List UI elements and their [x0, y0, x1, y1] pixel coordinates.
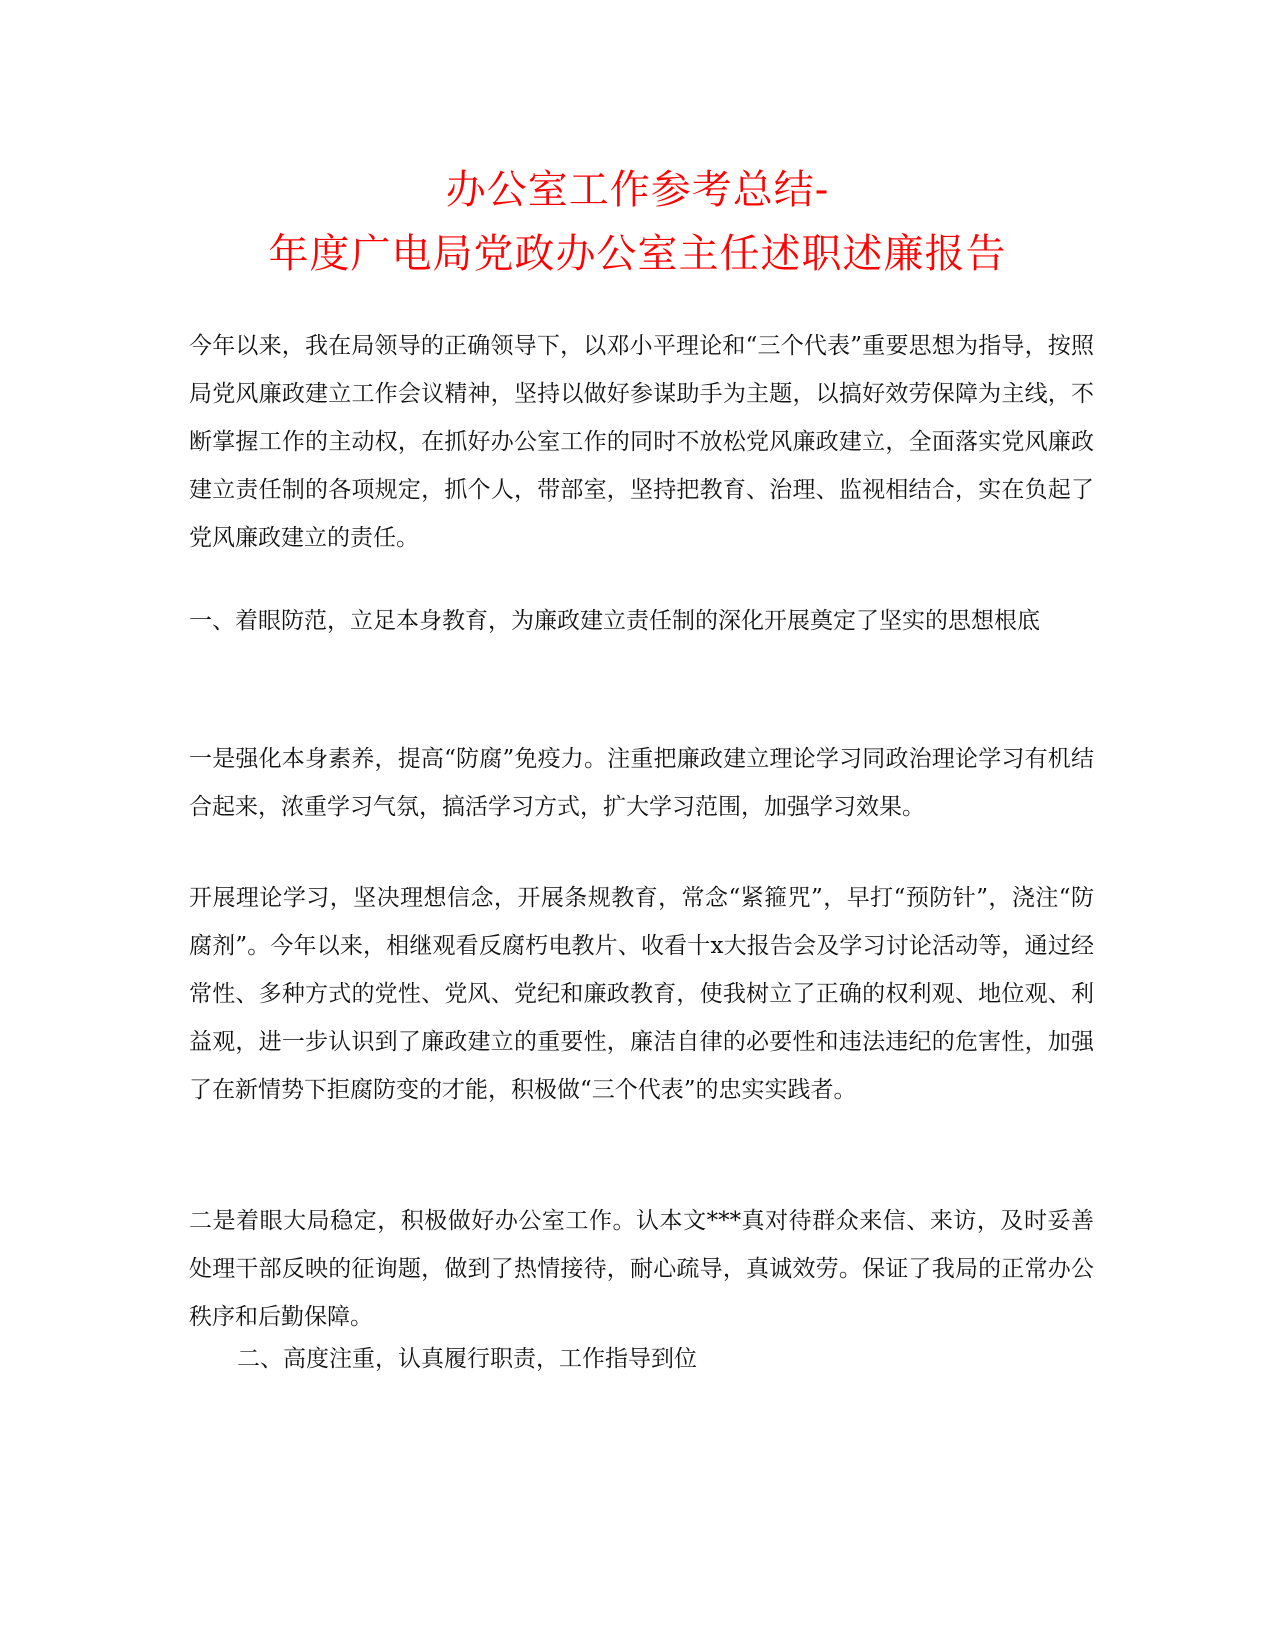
paragraph-text: 一是强化本身素养，提高“防腐”免疫力。注重把廉政建立理论学习同政治理论学习有机结合起来，浓重学习气氛，搞活学习方式，扩大学习范围，加强学习效果。 [189, 746, 1094, 820]
paragraph-self-quality [189, 735, 1094, 831]
document-title-line-1: 办公室工作参考总结- [445, 167, 830, 213]
paragraph-text: 二是着眼大局稳定，积极做好办公室工作。认本文***真对待群众来信、来访，及时妥善处理干部反映的征询题，做到了热情接待，耐心疏导，真诚效劳。保证了我局的正常办公秩序和后勤保障。 [189, 1208, 1094, 1330]
paragraph-text: 一、着眼防范，立足本身教育，为廉政建立责任制的深化开展奠定了坚实的思想根底 [189, 608, 1040, 634]
paragraph-intro [189, 322, 1094, 562]
paragraph-text: 二、高度注重，认真履行职责，工作指导到位 [237, 1346, 697, 1372]
paragraph-theory-study [189, 874, 1094, 1114]
document-title-line-2: 年度广电局党政办公室主任述职述廉报告 [268, 231, 1007, 277]
section-heading-2 [189, 1335, 1094, 1383]
paragraph-text: 今年以来，我在局领导的正确领导下，以邓小平理论和“三个代表”重要思想为指导，按照局党风廉政建立工作会议精神，坚持以做好参谋助手为主题，以搞好效劳保障为主线，不断掌握工作的主动权，在抓好办公室工作的同时不放松党风廉政建立，全面落实党风廉政建立责任制的各项规定，抓个人，带部室，坚持把教育、治理、监视相结合，实在负起了党风廉政建立的责任。 [189, 333, 1094, 551]
section-heading-1 [189, 597, 1094, 645]
paragraph-office-work [189, 1197, 1094, 1341]
paragraph-text: 开展理论学习，坚决理想信念，开展条规教育，常念“紧箍咒”，早打“预防针”，浇注“防腐剂”。今年以来，相继观看反腐朽电教片、收看十x大报告会及学习讨论活动等，通过经常性、多种方式的党性、党风、党纪和廉政教育，使我树立了正确的权利观、地位观、利益观，进一步认识到了廉政建立的重要性，廉洁自律的必要性和违法违纪的危害性，加强了在新情势下拒腐防变的才能，积极做“三个代表”的忠实实践者。 [189, 885, 1094, 1103]
